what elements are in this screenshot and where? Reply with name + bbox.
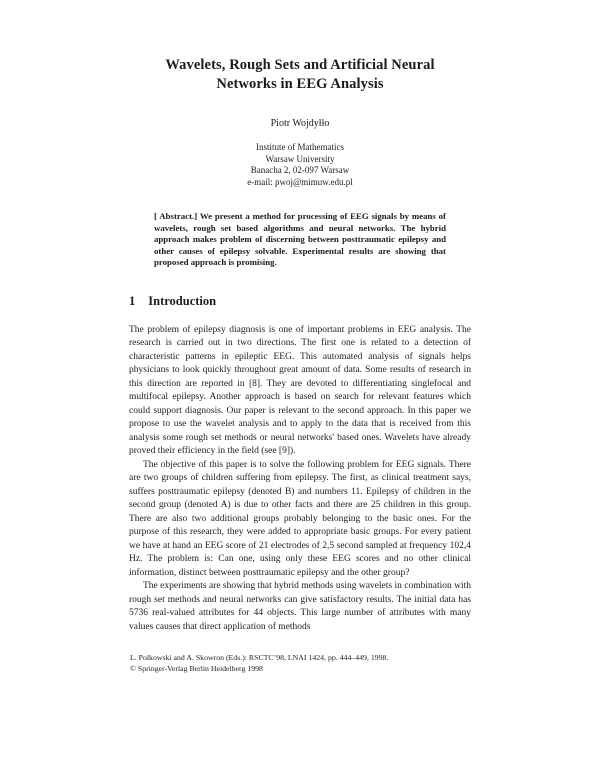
affiliation-address: Banacha 2, 02-097 Warsaw (250, 165, 350, 175)
section-title: Introduction (148, 293, 217, 308)
body-paragraph: The experiments are showing that hybrid methods using wavelets in combination with rough set methods and neural networks can give satisfactory results. The initial data has 5736 real-valued attributes for 44 objects. This large number of attributes with many values causes that direct application of methods (129, 581, 471, 632)
body-paragraph: The problem of epilepsy diagnosis is one of important problems in EEG analysis. The research is carried out in two directions. The first one is related to a detection of characteristic patterns in epileptic EEG. This automated analysis of signals helps physicians to look quickly throughout great amount of data. Some results of research in this direction are reported in [8]. They are devoted to differentiating singlefocal and multifocal epilepsy. Another approach is based on search for relevant features which could support diagnosis. Our paper is relevant to the second approach. In this paper we propose to use the wavelet analysis and to apply to the data that is received from this analysis some rough set methods or neural networks' based ones. Wavelets have already proved their efficiency in the field (see [9]). (129, 324, 471, 457)
author-name: Piotr Wojdyłło (270, 118, 330, 129)
abstract-text: We present a method for processing of EEG signals by means of wavelets, rough set based algorithms and neural networks. The hybrid approach makes problem of discerning between posttraumatic epilepsy and other causes of epilepsy solvable. Experimental results are showing that proposed approach is promising. (154, 211, 446, 268)
affiliation-institute: Institute of Mathematics (256, 142, 344, 152)
affiliation-block (129, 142, 471, 188)
paper-title-line2: Networks in EEG Analysis (216, 76, 384, 92)
footer-copyright: © Springer-Verlag Berlin Heidelberg 1998 (130, 663, 263, 673)
page-footer (130, 653, 388, 674)
abstract-label: [ Abstract.] (154, 211, 198, 221)
footer-citation: L. Polkowski and A. Skowron (Eds.): RSCTC’98, LNAI 1424, pp. 444–449, 1998. (130, 653, 389, 662)
paper-content (129, 0, 471, 634)
section-heading-introduction (129, 294, 471, 309)
body-paragraph: The objective of this paper is to solve the following problem for EEG signals. There are two groups of children suffering from epilepsy. The first, as clinical treatment says, suffers posttraumatic epilepsy (denoted B) and numbers 11. Epilepsy of children in the second group (denoted A) is due to other facts and there are 25 children in this group. There are also two additional groups probably belonging to the basic ones. For the purpose of this research, they were added to appropriate basic groups. For every patient we have at hand an EEG score of 21 electrodes of 2,5 second sampled at frequency 102,4 Hz. The problem is: Can one, using only these EEG scores and no other clinical information, distinct between posttraumatic epilepsy and the other group? (129, 459, 471, 578)
body-text (129, 324, 471, 635)
abstract (154, 211, 446, 269)
section-number: 1 (129, 293, 136, 308)
paper-title-line1: Wavelets, Rough Sets and Artificial Neural (165, 57, 435, 73)
affiliation-university: Warsaw University (265, 153, 335, 164)
paper-title (129, 56, 471, 94)
affiliation-email: e-mail: pwoj@mimuw.edu.pl (247, 176, 353, 187)
